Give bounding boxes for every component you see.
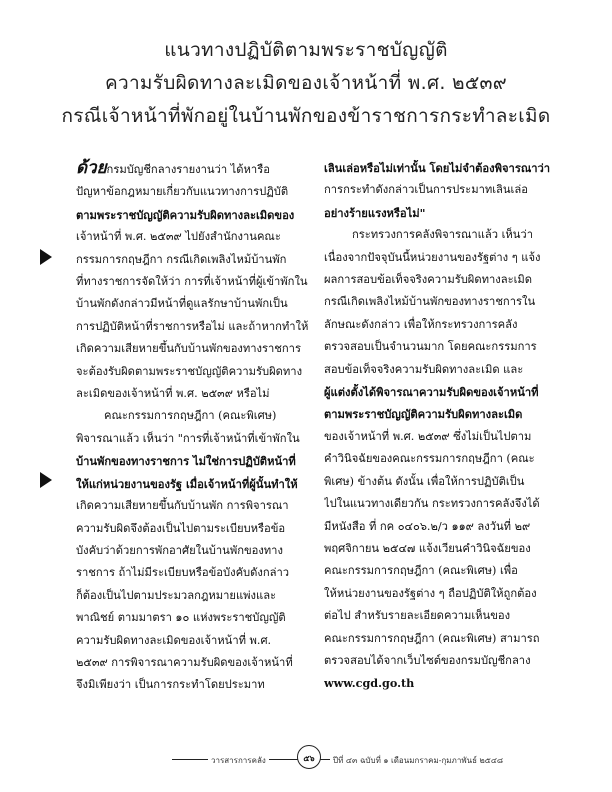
paragraph-line: ที่ทางราชการจัดให้ว่า การที่เจ้าหน้าที่ผู้เข้าพักใน	[76, 275, 308, 289]
paragraph-line: คณะกรรมการกฤษฎีกา (คณะพิเศษ) สามารถ	[324, 631, 540, 645]
paragraph-line: บ้านพักของทางราชการ ไม่ใช่การปฏิบัติหน้าที่	[76, 454, 296, 469]
paragraph-line: ผลการสอบข้อเท็จจริงความรับผิดทางละเมิด	[324, 273, 533, 287]
paragraph-line: กรณีเกิดเพลิงไหม้บ้านพักของทางราชการใน	[324, 295, 536, 309]
paragraph-line: การปฏิบัติหน้าที่ราชการหรือไม่ และถ้าหากทำให้	[76, 319, 308, 333]
paragraph-line: กรรมการกฤษฎีกา กรณีเกิดเพลิงไหม้บ้านพัก	[76, 252, 287, 266]
paragraph-line: ไปในแนวทางเดียวกัน กระทรวงการคลังจึงได้	[324, 497, 540, 511]
title-line-3: กรณีเจ้าหน้าที่พักอยู่ในบ้านพักของข้าราชการกระทำละเมิด	[61, 105, 551, 127]
page-number-badge: ๕๖	[297, 745, 321, 769]
margin-marker-icon	[40, 472, 52, 488]
paragraph-line: ตรวจสอบได้จากเว็บไซต์ของกรมบัญชีกลาง	[324, 653, 531, 667]
paragraph-line: ตามพระราชบัญญัติความรับผิดทางละเมิดของ	[76, 207, 295, 222]
paragraph-line: ราชการ ถ้าไม่มีระเบียบหรือข้อบังคับดังกล่าว	[76, 566, 290, 580]
paragraph-line: เลินเล่อหรือไม่เท่านั้น โดยไม่จำต้องพิจารณาว่า	[324, 161, 551, 175]
paragraph-line: เจ้าหน้าที่ พ.ศ. ๒๕๓๙ ไปยังสำนักงานคณะ	[76, 230, 281, 244]
left-column	[76, 157, 308, 697]
paragraph-line: ก็ต้องเป็นไปตามประมวลกฎหมายแพ่งและ	[76, 588, 277, 602]
paragraph-line: พาณิชย์ ตามมาตรา ๑๐ แห่งพระราชบัญญัติ	[76, 611, 286, 625]
paragraph-line: ตามพระราชบัญญัติความรับผิดทางละเมิด	[324, 407, 523, 422]
paragraph-line: ๒๕๓๙ การพิจารณาความรับผิดของเจ้าหน้าที่	[76, 655, 293, 669]
paragraph-line: จะต้องรับผิดตามพระราชบัญญัติความรับผิดทาง	[76, 364, 303, 378]
paragraph-line: การกระทำดังกล่าวเป็นการประมาทเลินเล่อ	[324, 183, 528, 197]
paragraph-line: เกิดความเสียหายขึ้นกับบ้านพักของทางราชการ	[76, 342, 301, 356]
paragraph-line: ของเจ้าหน้าที่ พ.ศ. ๒๕๓๙ ซึ่งไม่เป็นไปตาม	[324, 429, 532, 443]
paragraph-line: ตรวจสอบเป็นจำนวนมาก โดยคณะกรรมการ	[324, 340, 537, 354]
margin-marker-icon	[40, 249, 52, 265]
paragraph-line: ด้วยกรมบัญชีกลางรายงานว่า ได้หารือ	[76, 158, 270, 178]
paragraph-line: บังคับว่าด้วยการพักอาศัยในบ้านพักของทาง	[76, 543, 283, 557]
paragraph-line: ต่อไป สำหรับรายละเอียดความเห็นของ	[324, 609, 511, 623]
paragraph-line: มีหนังสือ ที่ กค ๐๔๐๖.๒/ว ๑๑๙ ลงวันที่ ๒๙	[324, 519, 531, 533]
paragraph-line: สอบข้อเท็จจริงความรับผิดทางละเมิด และ	[324, 362, 524, 376]
paragraph-line: เนื่องจากปัจจุบันนี้หน่วยงานของรัฐต่าง ๆ แจ้ง	[324, 250, 541, 264]
footer-issue-info: ปีที่ ๔๓ ฉบับที่ ๑ เดือนมกราคม-กุมภาพันธ์ ๒๕๔๘	[330, 754, 506, 767]
paragraph-line: พิเศษ) ข้างต้น ดังนั้น เพื่อให้การปฏิบัติเป็น	[324, 474, 525, 488]
paragraph-line: คณะกรรมการกฤษฎีกา (คณะพิเศษ)	[104, 409, 277, 423]
paragraph-line: ปัญหาข้อกฎหมายเกี่ยวกับแนวทางการปฏิบัติ	[76, 185, 289, 199]
paragraph-line: คณะกรรมการกฤษฎีกา (คณะพิเศษ) เพื่อ	[324, 564, 518, 578]
paragraph-line: ให้หน่วยงานของรัฐต่าง ๆ ถือปฏิบัติให้ถูกต้อง	[324, 586, 537, 600]
paragraph-line: ให้แก่หน่วยงานของรัฐ เมื่อเจ้าหน้าที่ผู้นั้นทำให้	[76, 476, 298, 491]
dropcap-word: ด้วย	[76, 158, 107, 178]
paragraph-line: กระทรวงการคลังพิจารณาแล้ว เห็นว่า	[352, 228, 533, 242]
footer-journal-name: วารสารการคลัง	[208, 754, 269, 767]
paragraph-line: จึงมิเพียงว่า เป็นการกระทำโดยประมาท	[76, 678, 265, 692]
paragraph-line: พิจารณาแล้ว เห็นว่า "การที่เจ้าหน้าที่เข้าพักใน	[76, 431, 300, 445]
paragraph-line: เกิดความเสียหายขึ้นกับบ้านพัก การพิจารณา	[76, 499, 289, 513]
website-link[interactable]: www.cgd.go.th	[324, 676, 415, 691]
paragraph-line: บ้านพักดังกล่าวมีหน้าที่ดูแลรักษาบ้านพักเป็น	[76, 297, 288, 311]
paragraph-line: ลักษณะดังกล่าว เพื่อให้กระทรวงการคลัง	[324, 317, 518, 331]
paragraph-line: ละเมิดของเจ้าหน้าที่ พ.ศ. ๒๕๓๙ หรือไม่	[76, 387, 270, 401]
paragraph-line: ความรับผิดทางละเมิดของเจ้าหน้าที่ พ.ศ.	[76, 633, 272, 647]
paragraph-line: คำวินิจฉัยของคณะกรรมการกฤษฎีกา (คณะ	[324, 452, 535, 466]
paragraph-line: พฤศจิกายน ๒๕๔๗ แจ้งเวียนคำวินิจฉัยของ	[324, 541, 531, 555]
title-line-1: แนวทางปฏิบัติตามพระราชบัญญัติ	[164, 39, 448, 61]
paragraph-line: ผู้แต่งตั้งได้พิจารณาความรับผิดของเจ้าหน้าที่	[324, 385, 539, 400]
paragraph-line: ความรับผิดจึงต้องเป็นไปตามระเบียบหรือข้อ	[76, 521, 286, 535]
title-line-2: ความรับผิดทางละเมิดของเจ้าหน้าที่ พ.ศ. ๒๕๓๙	[104, 72, 508, 94]
article-title	[0, 34, 612, 133]
paragraph-line: อย่างร้ายแรงหรือไม่"	[324, 205, 426, 220]
right-column	[324, 157, 556, 695]
